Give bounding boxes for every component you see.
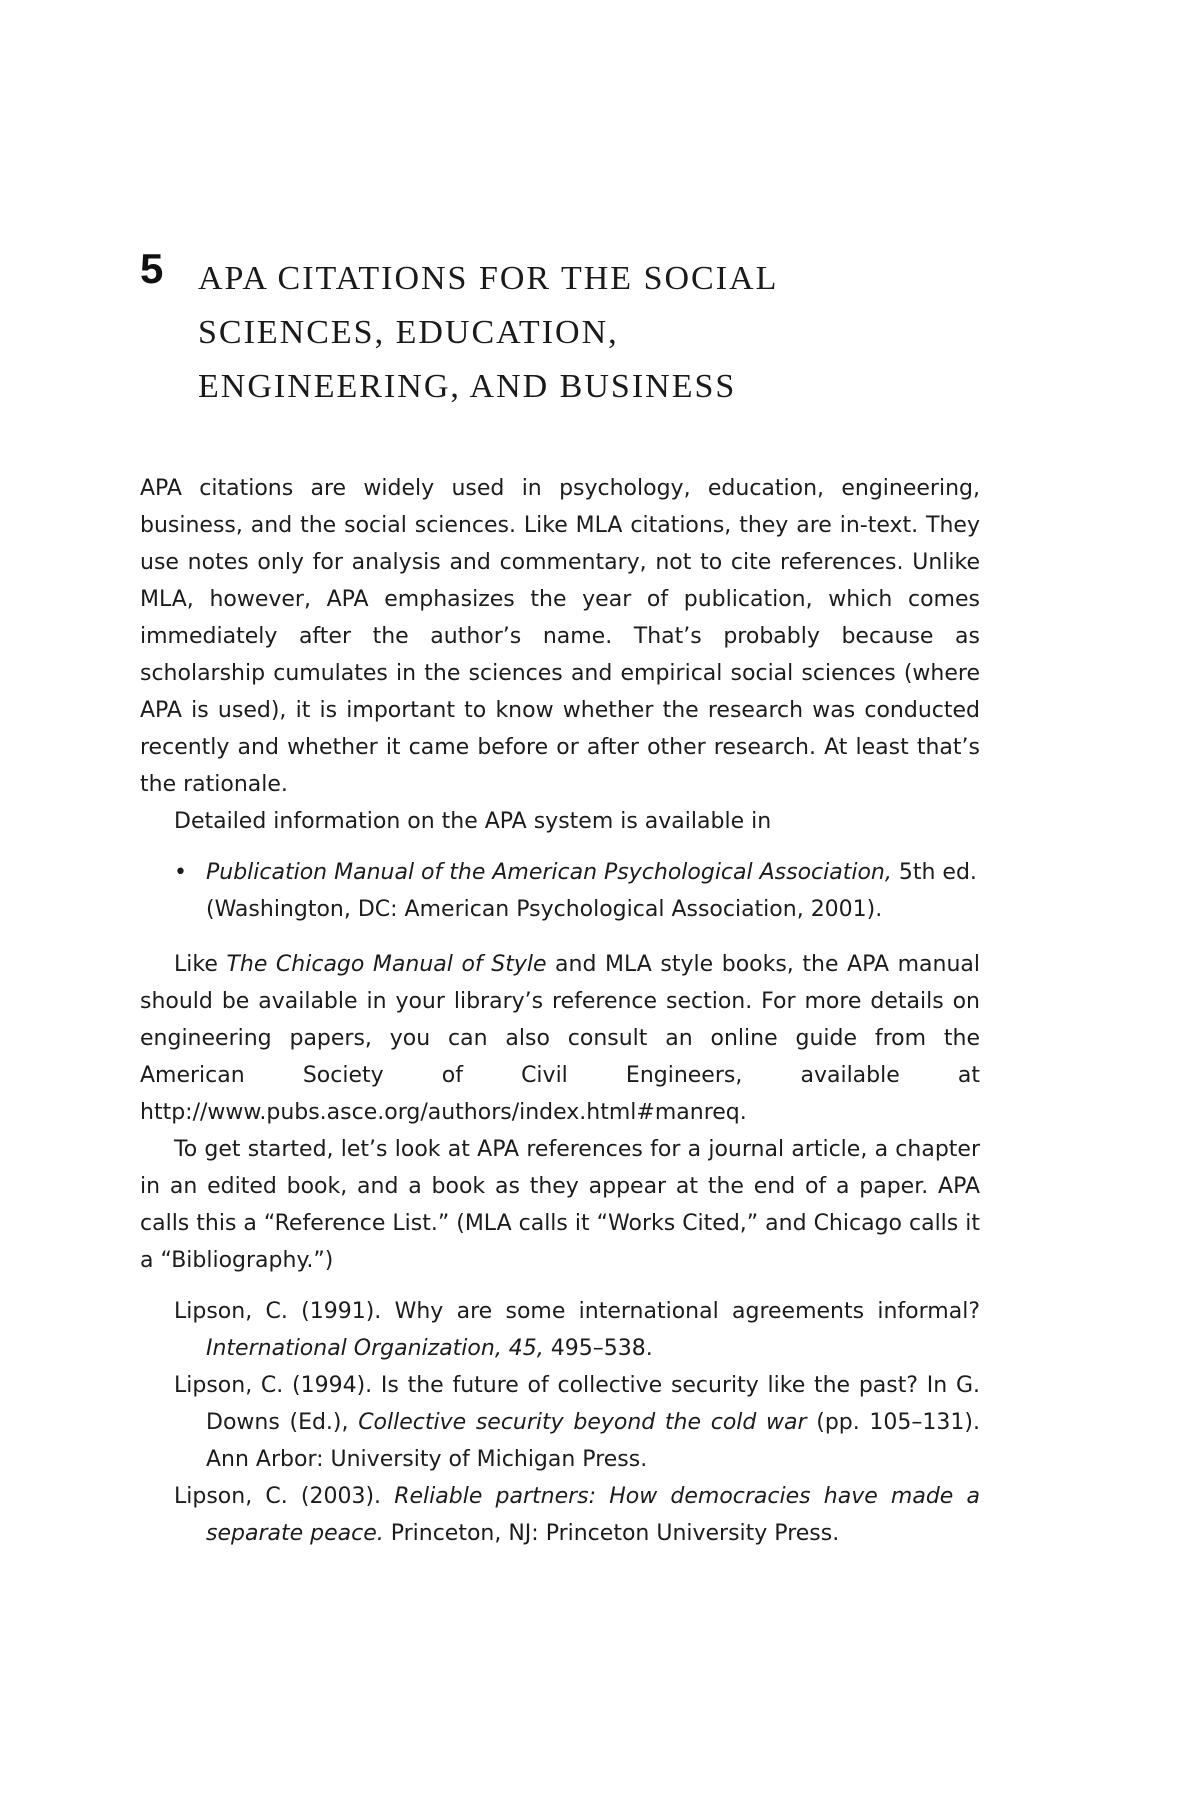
reference-list — [140, 1293, 980, 1552]
body-text — [140, 470, 980, 1552]
chapter-title — [198, 252, 978, 414]
reference-entry — [140, 1367, 980, 1478]
chapter-title-line: APA CITATIONS FOR THE SOCIAL — [198, 260, 779, 297]
manual-details: 5th ed. (Washington, DC: American Psychological Association, 2001). — [206, 860, 977, 922]
reference-entry — [140, 1478, 980, 1552]
reference-italic: Collective security beyond the cold war — [358, 1410, 807, 1435]
chapter-title-line: SCIENCES, EDUCATION, — [198, 314, 619, 351]
reference-text: Lipson, C. (1994). Is the future of collective security like the past? In G. Downs (Ed.), — [174, 1373, 980, 1435]
manual-paragraph — [140, 946, 980, 1131]
reference-text: Lipson, C. (2003). — [174, 1484, 395, 1509]
reference-text: Princeton, NJ: Princeton University Press. — [383, 1521, 840, 1546]
intro-paragraph: APA citations are widely used in psychology, education, engineering, business, and the social sciences. Like MLA citations, they are in-text. They use notes only for analysis and commentary, not to cite references. Unlike MLA, however, APA emphasizes the year of publication, which comes immediately after the author’s name. That’s probably because as scholarship cumulates in the sciences and empirical social sciences (where APA is used), it is important to know whether the research was conducted recently and whether it came before or after other research. At least that’s the rationale. — [140, 476, 980, 797]
list-item — [174, 854, 980, 928]
manual-title: Publication Manual of the American Psychological Association, — [206, 860, 892, 885]
detailed-info-paragraph: Detailed information on the APA system is available in — [174, 809, 772, 834]
manual-text-start: Like — [174, 952, 227, 977]
reference-text: 495–538. — [543, 1336, 653, 1361]
reference-italic: Reliable partners: How democracies have made a separate peace. — [206, 1484, 980, 1546]
get-started-paragraph: To get started, let’s look at APA references for a journal article, a chapter in an edited book, and a book as they appear at the end of a paper. APA calls this a “Reference List.” (MLA calls it “Works Cited,” and Chicago calls it a “Bibliography.”) — [140, 1137, 980, 1273]
chapter-number: 5 — [140, 245, 164, 292]
chapter-title-line: ENGINEERING, AND BUSINESS — [198, 368, 737, 405]
chicago-manual-title: The Chicago Manual of Style — [226, 952, 547, 977]
reference-italic: International Organization, 45, — [206, 1336, 544, 1361]
reference-text: (pp. 105–131). Ann Arbor: University of Michigan Press. — [206, 1410, 980, 1472]
reference-text: Lipson, C. (1991). Why are some international agreements informal? — [174, 1299, 980, 1324]
resource-list — [140, 854, 980, 928]
bullet-icon: • — [174, 860, 187, 885]
manual-text-rest: and MLA style books, the APA manual should be available in your library’s reference section. For more details on engineering papers, you can also consult an online guide from the American Society of Civil Engineers, available at http://www.pubs.asce.org/authors/index.html#manreq. — [140, 952, 980, 1125]
reference-entry — [140, 1293, 980, 1367]
